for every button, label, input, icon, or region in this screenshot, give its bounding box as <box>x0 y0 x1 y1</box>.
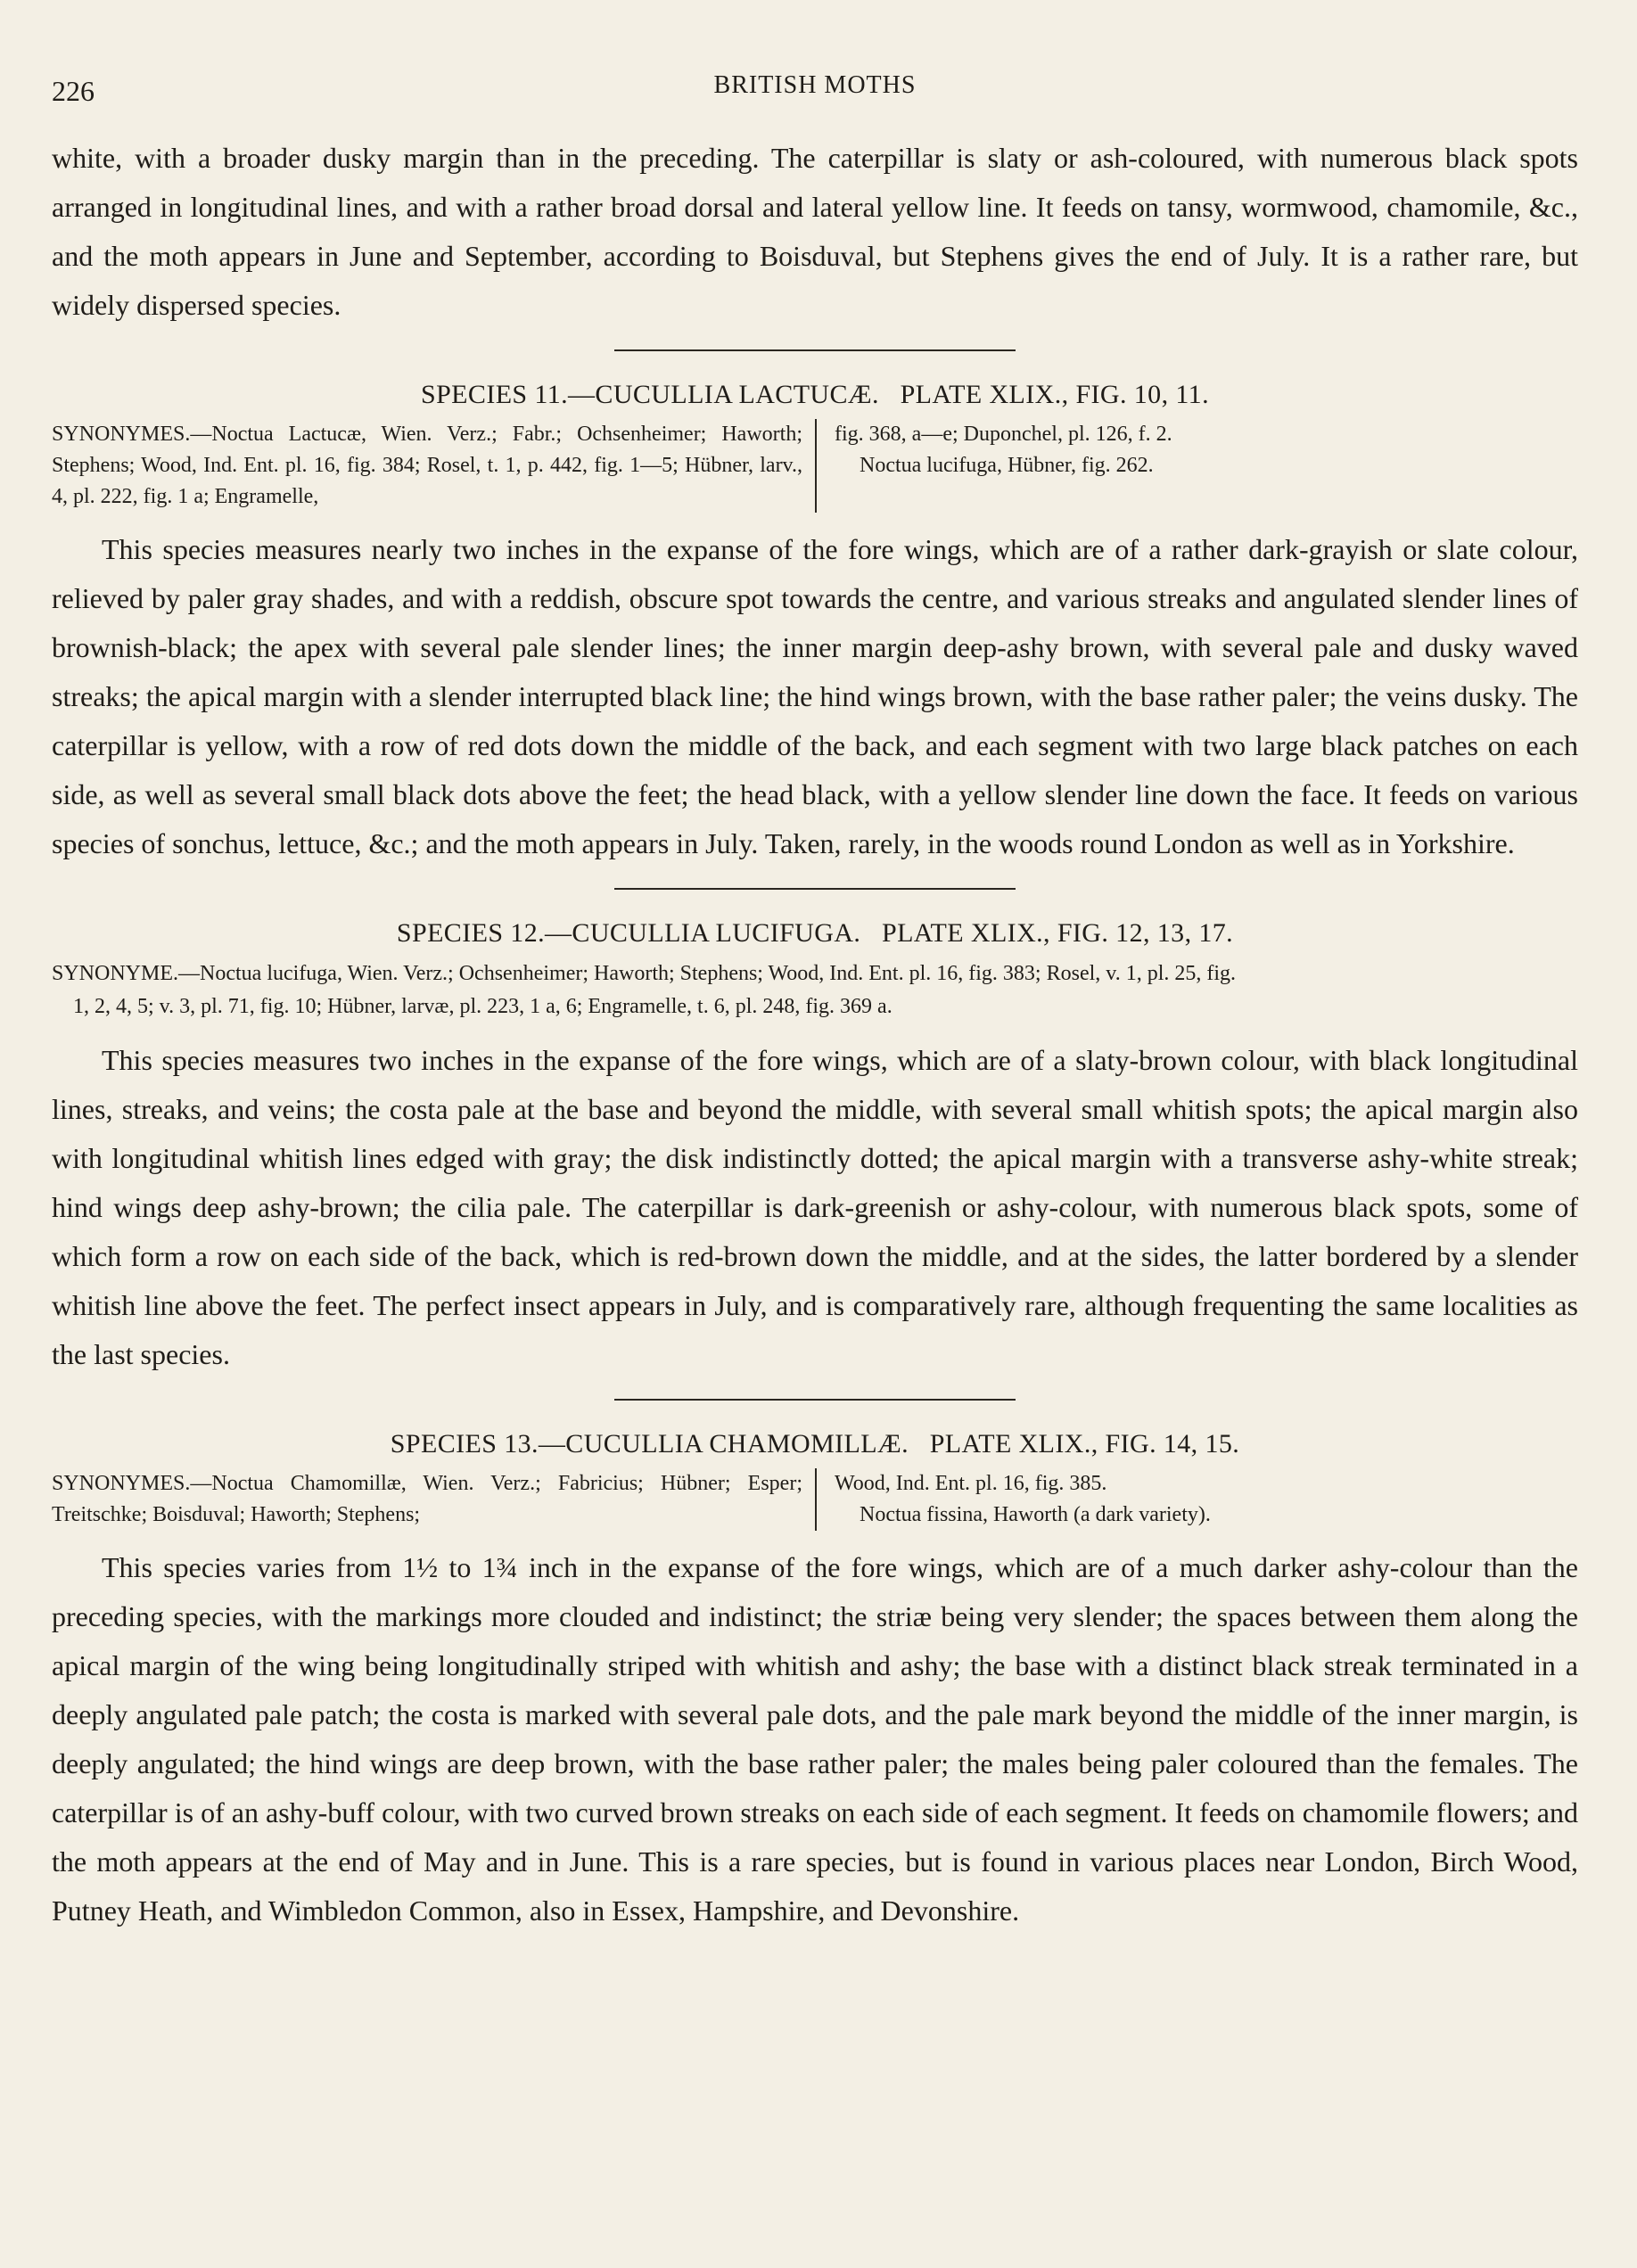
species-13-heading <box>52 1429 1578 1459</box>
synonymes-left: SYNONYMES.—Noctua Chamomillæ, Wien. Verz.; Fabricius; Hübner; Esper; Treitschke; Boisduval; Haworth; Stephens; <box>52 1472 802 1526</box>
synonymes-line: 1, 2, 4, 5; v. 3, pl. 71, fig. 10; Hübner, larvæ, pl. 223, 1 a, 6; Engramelle, t. 6, pl. 248, fig. 369 a. <box>73 995 893 1018</box>
species-title: SPECIES 12.—CUCULLIA LUCIFUGA. <box>396 918 861 948</box>
species-12-description: This species measures two inches in the expanse of the fore wings, which are of a slaty-brown colour, with black longitudinal lines, streaks, and veins; the costa pale at the base and beyond the middle, with several small whitish spots; the apical margin also with longitudinal whitish lines edged with gray; the disk indistinctly dotted; the apical margin with a transverse ashy-white streak; hind wings deep ashy-brown; the cilia pale. The caterpillar is dark-greenish or ashy-colour, with numerous black spots, some of which form a row on each side of the back, which is red-brown down the middle, and at the sides, the latter bordered by a slender whitish line above the feet. The perfect insect appears in July, and is comparatively rare, although frequenting the same localities as the last species. <box>52 1044 1578 1370</box>
section-divider <box>614 888 1016 890</box>
synonymes-right-line: fig. 368, a—e; Duponchel, pl. 126, f. 2. <box>835 423 1172 446</box>
synonymes-right-line: Noctua fissina, Haworth (a dark variety). <box>860 1503 1211 1526</box>
synonymes-right <box>815 1468 1578 1531</box>
running-title: BRITISH MOTHS <box>713 71 917 99</box>
synonymes-right <box>815 419 1578 513</box>
species-13-synonymes <box>52 1468 1578 1531</box>
species-11-synonymes <box>52 419 1578 513</box>
synonymes-right-line: Wood, Ind. Ent. pl. 16, fig. 385. <box>835 1472 1107 1495</box>
species-13-description: This species varies from 1½ to 1¾ inch in the expanse of the fore wings, which are of a much darker ashy-colour than the preceding species, with the markings more clouded and indistinct; the striæ being very slender; the spaces between them along the apical margin of the wing being longitudinally striped with whitish and ashy; the base with a distinct black streak terminated in a deeply angulated pale patch; the costa is marked with several pale dots, and the pale mark beyond the middle of the inner margin, is deeply angulated; the hind wings are deep brown, with the base rather paler; the males being paler coloured than the females. The caterpillar is of an ashy-buff colour, with two curved brown streaks on each side of each segment. It feeds on chamomile flowers; and the moth appears at the end of May and in June. This is a rare species, but is found in various places near London, Birch Wood, Putney Heath, and Wimbledon Common, also in Essex, Hampshire, and Devonshire. <box>52 1551 1578 1927</box>
species-title: SPECIES 13.—CUCULLIA CHAMOMILLÆ. <box>390 1429 909 1459</box>
synonymes-left: SYNONYMES.—Noctua Lactucæ, Wien. Verz.; Fabr.; Ochsenheimer; Haworth; Stephens; Wood, Ind. Ent. pl. 16, fig. 384; Rosel, t. 1, p. 442, fig. 1—5; Hübner, larv., 4, pl. 222, fig. 1 a; Engramelle, <box>52 423 802 508</box>
species-11-heading <box>52 380 1578 410</box>
page-header <box>52 62 1578 116</box>
plate-reference: PLATE XLIX., FIG. 14, 15. <box>929 1429 1240 1459</box>
section-divider <box>614 349 1016 351</box>
intro-paragraph: white, with a broader dusky margin than in the preceding. The caterpillar is slaty or ash-coloured, with numerous black spots arranged in longitudinal lines, and with a rather broad dorsal and lateral yellow line. It feeds on tansy, wormwood, chamomile, &c., and the moth appears in June and September, according to Boisduval, but Stephens gives the end of July. It is a rather rare, but widely dispersed species. <box>52 142 1578 321</box>
species-11-description: This species measures nearly two inches in the expanse of the fore wings, which are of a rather dark-grayish or slate colour, relieved by paler gray shades, and with a reddish, obscure spot towards the centre, and various streaks and angulated slender lines of brownish-black; the apex with several pale slender lines; the inner margin deep-ashy brown, with several pale and dusky waved streaks; the apical margin with a slender interrupted black line; the hind wings brown, with the base rather paler; the veins dusky. The caterpillar is yellow, with a row of red dots down the middle of the back, and each segment with two large black patches on each side, as well as several small black dots above the feet; the head black, with a yellow slender line down the face. It feeds on various species of sonchus, lettuce, &c.; and the moth appears in July. Taken, rarely, in the woods round London as well as in Yorkshire. <box>52 533 1578 859</box>
plate-reference: PLATE XLIX., FIG. 10, 11. <box>900 380 1209 409</box>
species-title: SPECIES 11.—CUCULLIA LACTUCÆ. <box>421 380 879 409</box>
section-divider <box>614 1399 1016 1401</box>
synonymes-line: SYNONYME.—Noctua lucifuga, Wien. Verz.; Ochsenheimer; Haworth; Stephens; Wood, Ind. Ent. pl. 16, fig. 383; Rosel, v. 1, pl. 25, fig. <box>52 962 1237 985</box>
species-12-heading <box>52 918 1578 949</box>
page-number: 226 <box>52 75 95 107</box>
plate-reference: PLATE XLIX., FIG. 12, 13, 17. <box>881 918 1234 948</box>
species-12-synonymes <box>52 957 1578 1023</box>
synonymes-right-line: Noctua lucifuga, Hübner, fig. 262. <box>860 454 1154 477</box>
